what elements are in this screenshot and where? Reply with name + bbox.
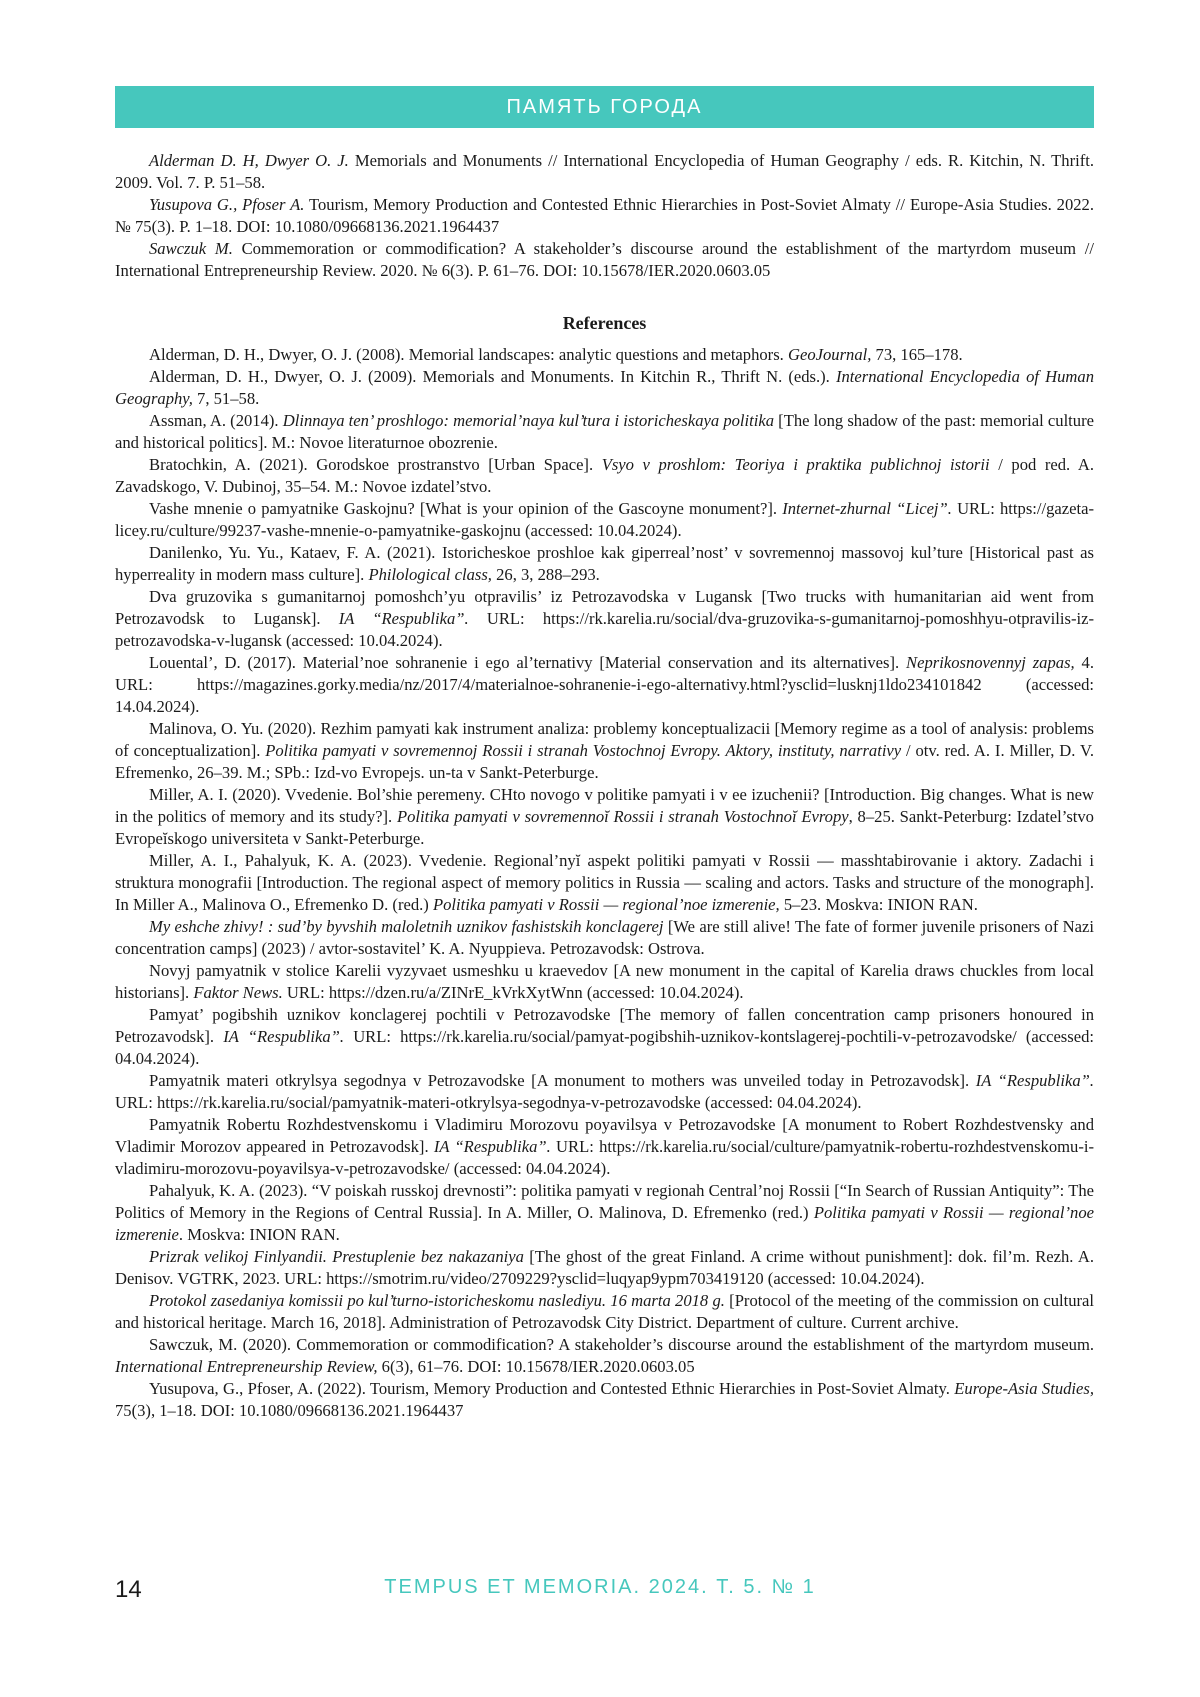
source-text: Memorials and Monuments // International Encyclopedia of Human Geography / eds. R. Kitchin, N. Thrift. 2009. Vol. 7. P. 51–58.: [115, 151, 1094, 192]
reference-entry: Protokol zasedaniya komissii po kul’turno-istoricheskomu naslediyu. 16 marta 2018 g. [Protocol of the meeting of the commission on cultural and historical heritage. March 16, 2018]. Administration of Petrozavodsk City District. Department of culture. Current archive.: [115, 1290, 1094, 1334]
journal-footer: TEMPUS ET MEMORIA. 2024. Т. 5. № 1: [0, 1576, 1200, 1599]
source-entry: [115, 238, 1094, 282]
page-number: 14: [115, 1576, 142, 1604]
source-text: Commemoration or commodification? A stakeholder’s discourse around the establishment of the martyrdom museum // International Entrepreneurship Review. 2020. № 6(3). P. 61–76. DOI: 10.15678/IER.2020.0603.05: [115, 239, 1094, 280]
source-entry: [115, 150, 1094, 194]
reference-entry: Alderman, D. H., Dwyer, O. J. (2009). Memorials and Monuments. In Kitchin R., Thrift N. (eds.). International Encyclopedia of Human Geography, 7, 51–58.: [115, 366, 1094, 410]
reference-entry: Malinova, O. Yu. (2020). Rezhim pamyati kak instrument analiza: problemy konceptualizacii [Memory regime as a tool of analysis: problems of conceptualization]. Politika pamyati v sovremennoj Rossii i stranah Vostochnoj Evropy. Aktory, instituty, narrativy / otv. red. A. I. Miller, D. V. Efremenko, 26–39. M.; SPb.: Izd-vo Evropejs. un-ta v Sankt-Peterburge.: [115, 718, 1094, 784]
page-content: [115, 150, 1094, 1422]
reference-entry: Alderman, D. H., Dwyer, O. J. (2008). Memorial landscapes: analytic questions and metaphors. GeoJournal, 73, 165–178.: [115, 344, 1094, 366]
reference-entry: My eshche zhivy! : sud’by byvshih maloletnih uznikov fashistskih konclagerej [We are still alive! The fate of former juvenile prisoners of Nazi concentration camps] (2023) / avtor-sostavitel’ K. A. Nyuppieva. Petrozavodsk: Ostrova.: [115, 916, 1094, 960]
reference-entry: Novyj pamyatnik v stolice Karelii vyzyvaet usmeshku u kraevedov [A new monument in the capital of Karelia draws chuckles from local historians]. Faktor News. URL: https://dzen.ru/a/ZINrE_kVrkXytWnn (accessed: 10.04.2024).: [115, 960, 1094, 1004]
reference-entry: Miller, A. I. (2020). Vvedenie. Bol’shie peremeny. CHto novogo v politike pamyati i v ee izuchenii? [Introduction. Big changes. What is new in the politics of memory and its study?]. Politika pamyati v sovremennoĭ Rossii i stranah Vostochnoĭ Evropy, 8–25. Sankt-Peterburg: Izdatel’stvo Evropeĭskogo universiteta v Sankt-Peterburge.: [115, 784, 1094, 850]
reference-entry: Louental’, D. (2017). Material’noe sohranenie i ego al’ternativy [Material conservation and its alternatives]. Neprikosnovennyj zapas, 4. URL: https://magazines.gorky.media/nz/2017/4/materialnoe-sohranenie-i-ego-alternativy.html?ysclid=lusknj1ldo234101842 (accessed: 14.04.2024).: [115, 652, 1094, 718]
source-entry: [115, 194, 1094, 238]
reference-entry: Danilenko, Yu. Yu., Kataev, F. A. (2021). Istoricheskoe proshloe kak giperreal’nost’ v sovremennoj massovoj kul’ture [Historical past as hyperreality in modern mass culture]. Philological class, 26, 3, 288–293.: [115, 542, 1094, 586]
source-text: Tourism, Memory Production and Contested Ethnic Hierarchies in Post-Soviet Almaty // Europe-Asia Studies. 2022. № 75(3). P. 1–18. DOI: 10.1080/09668136.2021.1964437: [115, 195, 1094, 236]
reference-entry: Sawczuk, M. (2020). Commemoration or commodification? A stakeholder’s discourse around the establishment of the martyrdom museum. International Entrepreneurship Review, 6(3), 61–76. DOI: 10.15678/IER.2020.0603.05: [115, 1334, 1094, 1378]
reference-entry: Yusupova, G., Pfoser, A. (2022). Tourism, Memory Production and Contested Ethnic Hierarchies in Post-Soviet Almaty. Europe-Asia Studies, 75(3), 1–18. DOI: 10.1080/09668136.2021.1964437: [115, 1378, 1094, 1422]
references-heading: References: [115, 312, 1094, 334]
source-authors: Sawczuk M.: [149, 239, 233, 258]
reference-entry: Pamyat’ pogibshih uznikov konclagerej pochtili v Petrozavodske [The memory of fallen concentration camp prisoners honoured in Petrozavodsk]. IA “Respublika”. URL: https://rk.karelia.ru/social/pamyat-pogibshih-uznikov-kontslagerej-pochtili-v-petrozavodske/ (accessed: 04.04.2024).: [115, 1004, 1094, 1070]
reference-entry: Pamyatnik materi otkrylsya segodnya v Petrozavodske [A monument to mothers was unveiled today in Petrozavodsk]. IA “Respublika”. URL: https://rk.karelia.ru/social/pamyatnik-materi-otkrylsya-segodnya-v-petrozavodske (accessed: 04.04.2024).: [115, 1070, 1094, 1114]
reference-entry: Bratochkin, A. (2021). Gorodskoe prostranstvo [Urban Space]. Vsyo v proshlom: Teoriya i praktika publichnoj istorii / pod red. A. Zavadskogo, V. Dubinoj, 35–54. M.: Novoe izdatel’stvo.: [115, 454, 1094, 498]
reference-entry: Pamyatnik Robertu Rozhdestvenskomu i Vladimiru Morozovu poyavilsya v Petrozavodske [A monument to Robert Rozhdestvensky and Vladimir Morozov appeared in Petrozavodsk]. IA “Respublika”. URL: https://rk.karelia.ru/social/culture/pamyatnik-robertu-rozhdestvenskomu-i-vladimiru-morozovu-poyavilsya-v-petrozavodske/ (accessed: 04.04.2024).: [115, 1114, 1094, 1180]
reference-entry: Dva gruzovika s gumanitarnoj pomoshch’yu otpravilis’ iz Petrozavodska v Lugansk [Two trucks with humanitarian aid went from Petrozavodsk to Lugansk]. IA “Respublika”. URL: https://rk.karelia.ru/social/dva-gruzovika-s-gumanitarnoj-pomoshhyu-otpravilis-iz-petrozavodska-v-lugansk (accessed: 10.04.2024).: [115, 586, 1094, 652]
reference-entry: Prizrak velikoj Finlyandii. Prestuplenie bez nakazaniya [The ghost of the great Finland. A crime without punishment]: dok. fil’m. Rezh. A. Denisov. VGTRK, 2023. URL: https://smotrim.ru/video/2709229?ysclid=luqyap9ypm703419120 (accessed: 10.04.2024).: [115, 1246, 1094, 1290]
reference-entry: Pahalyuk, K. A. (2023). “V poiskah russkoj drevnosti”: politika pamyati v regionah Central’noj Rossii [“In Search of Russian Antiquity”: The Politics of Memory in the Regions of Central Russia]. In A. Miller, O. Malinova, D. Efremenko (red.) Politika pamyati v Rossii — regional’noe izmerenie. Moskva: INION RAN.: [115, 1180, 1094, 1246]
reference-entry: Miller, A. I., Pahalyuk, K. A. (2023). Vvedenie. Regional’nyĭ aspekt politiki pamyati v Rossii — masshtabirovanie i aktory. Zadachi i struktura monografii [Introduction. The regional aspect of memory politics in Russia — scaling and actors. Tasks and structure of the monograph]. In Miller A., Malinova O., Efremenko D. (red.) Politika pamyati v Rossii — regional’noe izmerenie, 5–23. Moskva: INION RAN.: [115, 850, 1094, 916]
source-authors: Yusupova G., Pfoser A.: [149, 195, 304, 214]
section-header: [115, 86, 1094, 128]
source-authors: Alderman D. H, Dwyer O. J.: [149, 151, 349, 170]
reference-entry: Assman, A. (2014). Dlinnaya ten’ proshlogo: memorial’naya kul’tura i istoricheskaya politika [The long shadow of the past: memorial culture and historical politics]. M.: Novoe literaturnoe obozrenie.: [115, 410, 1094, 454]
reference-entry: Vashe mnenie o pamyatnike Gaskojnu? [What is your opinion of the Gascoyne monument?]. Internet-zhurnal “Licej”. URL: https://gazeta-licey.ru/culture/99237-vashe-mnenie-o-pamyatnike-gaskojnu (accessed: 10.04.2024).: [115, 498, 1094, 542]
section-title: ПАМЯТЬ ГОРОДА: [507, 96, 703, 119]
